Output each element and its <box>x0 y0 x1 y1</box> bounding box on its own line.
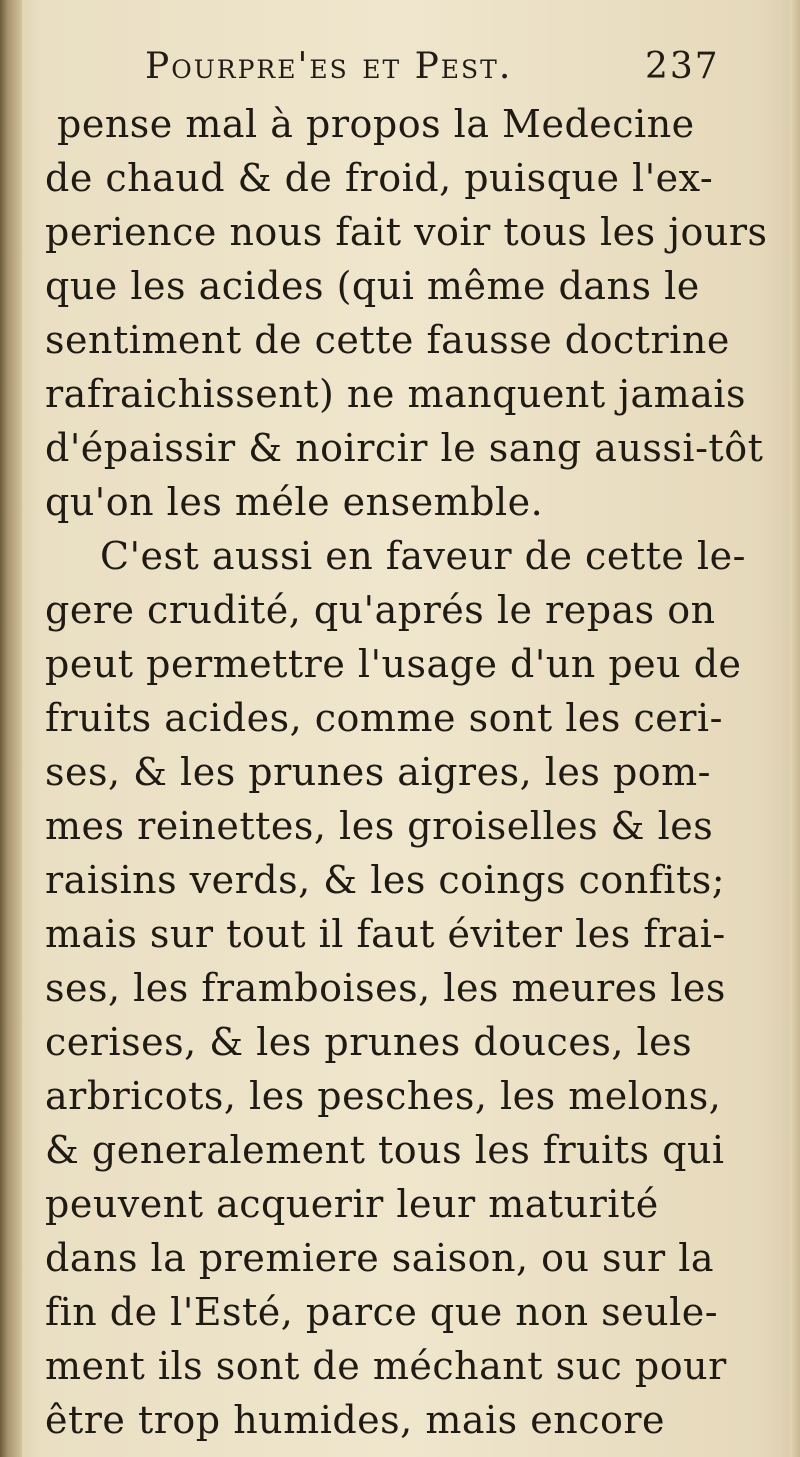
text-line: fin de l'Esté, parce que non seule- <box>45 1290 719 1334</box>
text-line: mais sur tout il faut éviter les frai- <box>45 912 726 956</box>
running-title: Pourpre'es et Pest. <box>145 46 513 87</box>
text-line: être trop humides, mais encore <box>45 1398 666 1442</box>
text-line: peuvent acquerir leur maturité <box>45 1182 659 1226</box>
text-line: pense mal à propos la Medecine <box>57 102 695 146</box>
text-line: raisins verds, & les coings confits; <box>45 858 726 902</box>
text-line: ses, & les prunes aigres, les pom- <box>45 750 712 794</box>
page-number: 237 <box>645 46 720 87</box>
paragraph-start-line: C'est aussi en faveur de cette le- <box>100 534 746 578</box>
text-line: fruits acides, comme sont les ceri- <box>45 696 723 740</box>
page-edge <box>790 0 800 1457</box>
text-line: ses, les framboises, les meures les <box>45 966 726 1010</box>
text-line: peut permettre l'usage d'un peu de <box>45 642 742 686</box>
text-line: de chaud & de froid, puisque l'ex- <box>45 156 714 200</box>
text-line: que les acides (qui même dans le <box>45 264 700 308</box>
text-line: arbricots, les pesches, les melons, <box>45 1074 722 1118</box>
page-gutter <box>0 0 22 1457</box>
text-line: cerises, & les prunes douces, les <box>45 1020 693 1064</box>
text-line: perience nous fait voir tous les jours <box>45 210 768 254</box>
text-line: mes reinettes, les groiselles & les <box>45 804 714 848</box>
text-line: sentiment de cette fausse doctrine <box>45 318 730 362</box>
body-text <box>45 97 790 1447</box>
text-line: rafraichissent) ne manquent jamais <box>45 372 746 416</box>
text-line: qu'on les méle ensemble. <box>45 480 544 524</box>
text-line: gere crudité, qu'aprés le repas on <box>45 588 716 632</box>
text-line: d'épaissir & noircir le sang aussi-tôt <box>45 426 764 470</box>
text-line: & generalement tous les fruits qui <box>45 1128 725 1172</box>
running-header <box>145 46 785 96</box>
text-line: dans la premiere saison, ou sur la <box>45 1236 715 1280</box>
text-line: ment ils sont de méchant suc pour <box>45 1344 727 1388</box>
